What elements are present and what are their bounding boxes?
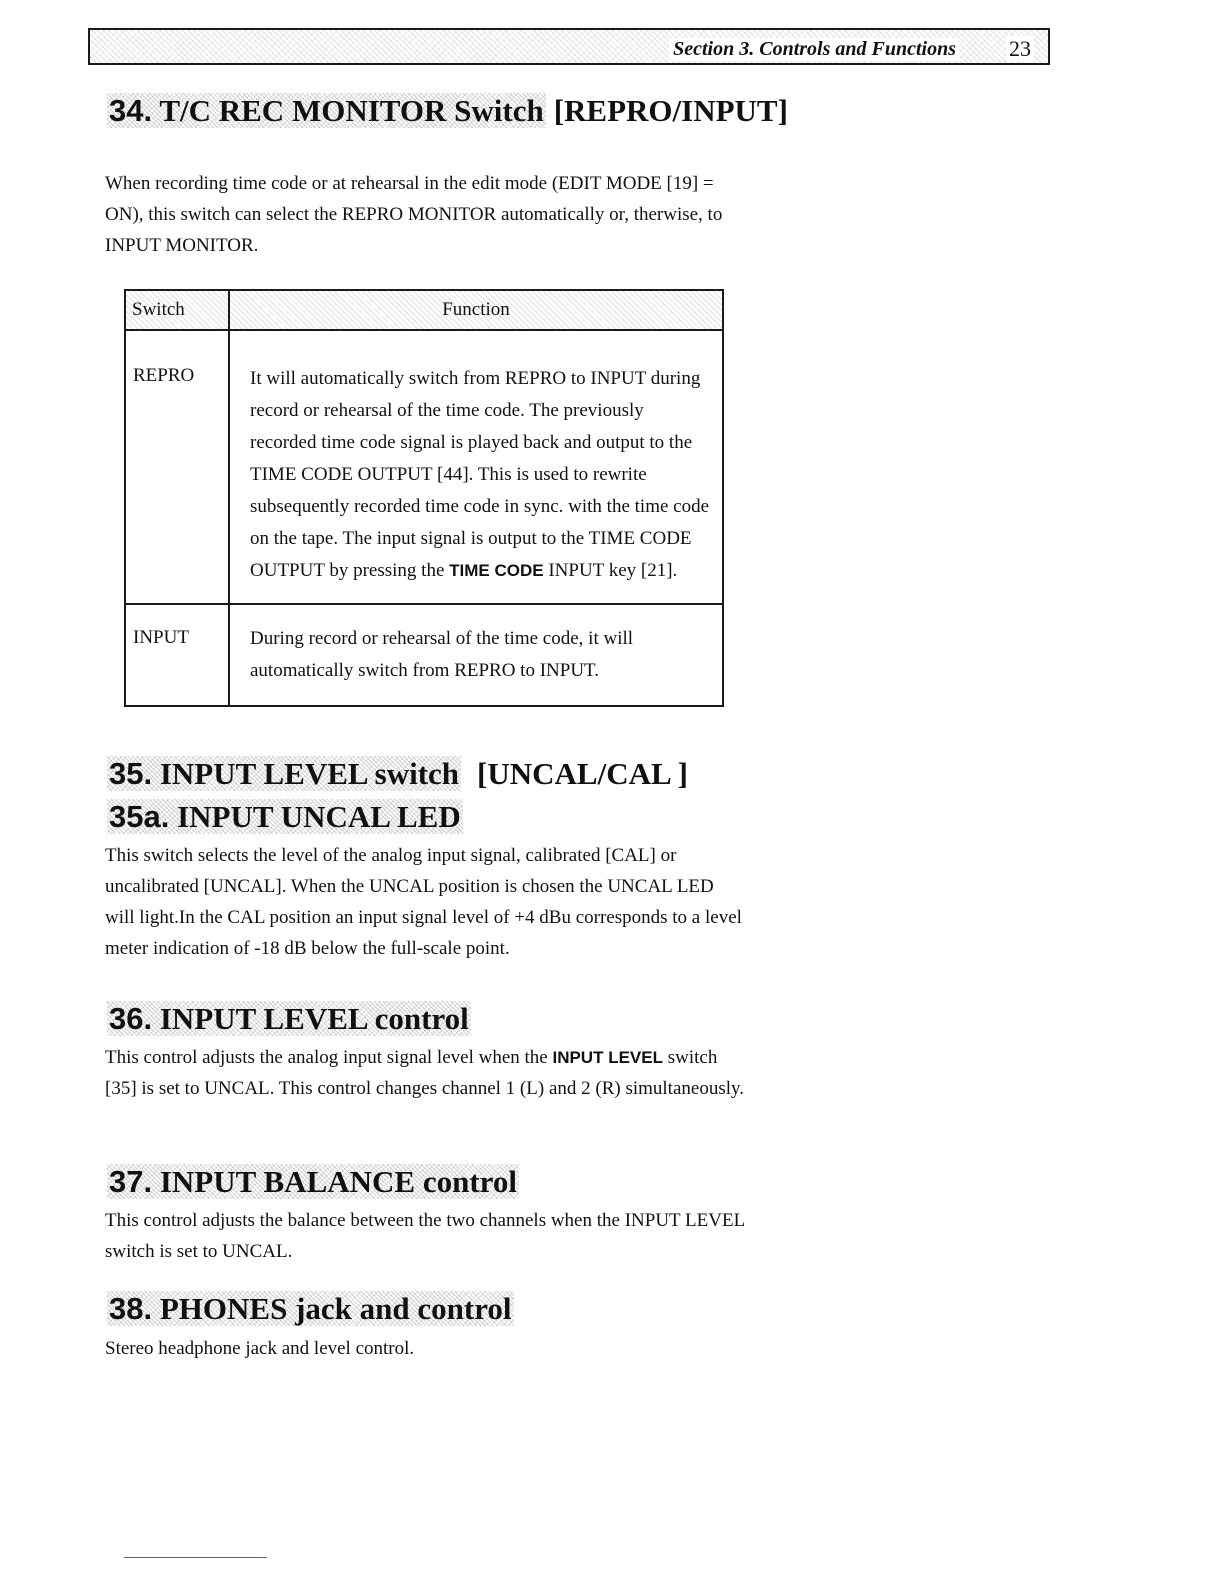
footer-divider [124, 1557, 267, 1558]
heading-38-number: 38. [109, 1291, 153, 1326]
section-35-body: This switch selects the level of the analog input signal, calibrated [CAL] or uncalibrated [UNCAL]. When the UNCAL position is chosen the UNCAL LED will light.In the CAL position an input signal level of +4 dBu corresponds to a level meter indication of -18 dB below the full-scale point. [105, 845, 742, 959]
table-cell-switch: INPUT [125, 604, 229, 706]
heading-35 [107, 755, 688, 793]
heading-36-title: INPUT LEVEL control [159, 1001, 469, 1036]
section-38-body: Stereo headphone jack and level control. [105, 1338, 415, 1359]
table-header-row [125, 290, 723, 330]
section-36-body [105, 1042, 745, 1104]
table-cell-function: During record or rehearsal of the time code, it will automatically switch from REPRO to INPUT. [229, 604, 723, 706]
function-text: It will automatically switch from REPRO to INPUT during record or rehearsal of the time code. The previously recorded time code signal is played back and output to the TIME CODE OUTPUT [44]. This is used to rewrite subsequently recorded time code in sync. with the time code on the tape. The input signal is output to the TIME CODE OUTPUT by pressing the [250, 368, 710, 581]
heading-34 [107, 92, 788, 130]
heading-35-title: INPUT LEVEL switch [159, 756, 460, 791]
heading-35a-title: INPUT UNCAL LED [177, 799, 461, 834]
page-number: 23 [1006, 36, 1034, 62]
page-header [88, 28, 1050, 65]
heading-35-number: 35. [109, 756, 153, 791]
section-34-body: When recording time code or at rehearsal in the edit mode (EDIT MODE [19] = ON), this switch can select the REPRO MONITOR automatically or, therwise, to INPUT MONITOR. [105, 173, 723, 256]
table-row [125, 330, 723, 604]
table-cell-function [229, 330, 723, 604]
section-36-text: This control adjusts the analog input signal level when the [105, 1047, 553, 1068]
column-header-switch: Switch [125, 290, 229, 330]
heading-35a-number: 35a. [109, 799, 170, 834]
heading-36 [107, 1000, 471, 1038]
heading-37-number: 37. [109, 1164, 153, 1199]
heading-38 [107, 1290, 514, 1328]
column-header-function: Function [229, 290, 723, 330]
section-36-text-bold: INPUT LEVEL [552, 1048, 663, 1067]
table-row [125, 604, 723, 706]
heading-37-title: INPUT BALANCE control [159, 1164, 517, 1199]
heading-36-number: 36. [109, 1001, 153, 1036]
heading-35a [107, 798, 463, 836]
section-37-body: This control adjusts the balance between the two channels when the INPUT LEVEL switch is set to UNCAL. [105, 1210, 745, 1262]
heading-35-bracket: [UNCAL/CAL ] [477, 756, 689, 791]
heading-37 [107, 1163, 519, 1201]
table-cell-switch: REPRO [125, 330, 229, 604]
function-table [124, 289, 724, 707]
function-text-end: INPUT key [21]. [543, 560, 678, 581]
heading-34-number: 34. [109, 93, 153, 128]
heading-34-title: T/C REC MONITOR Switch [159, 93, 544, 128]
heading-34-bracket: [REPRO/INPUT] [553, 93, 788, 128]
section-36-text-end: switch [35] is set to UNCAL. This control changes channel 1 (L) and 2 (R) simultaneously. [105, 1047, 745, 1099]
section-title: Section 3. Controls and Functions [669, 38, 960, 61]
function-text-bold: TIME CODE [449, 561, 544, 580]
heading-38-title: PHONES jack and control [159, 1291, 512, 1326]
